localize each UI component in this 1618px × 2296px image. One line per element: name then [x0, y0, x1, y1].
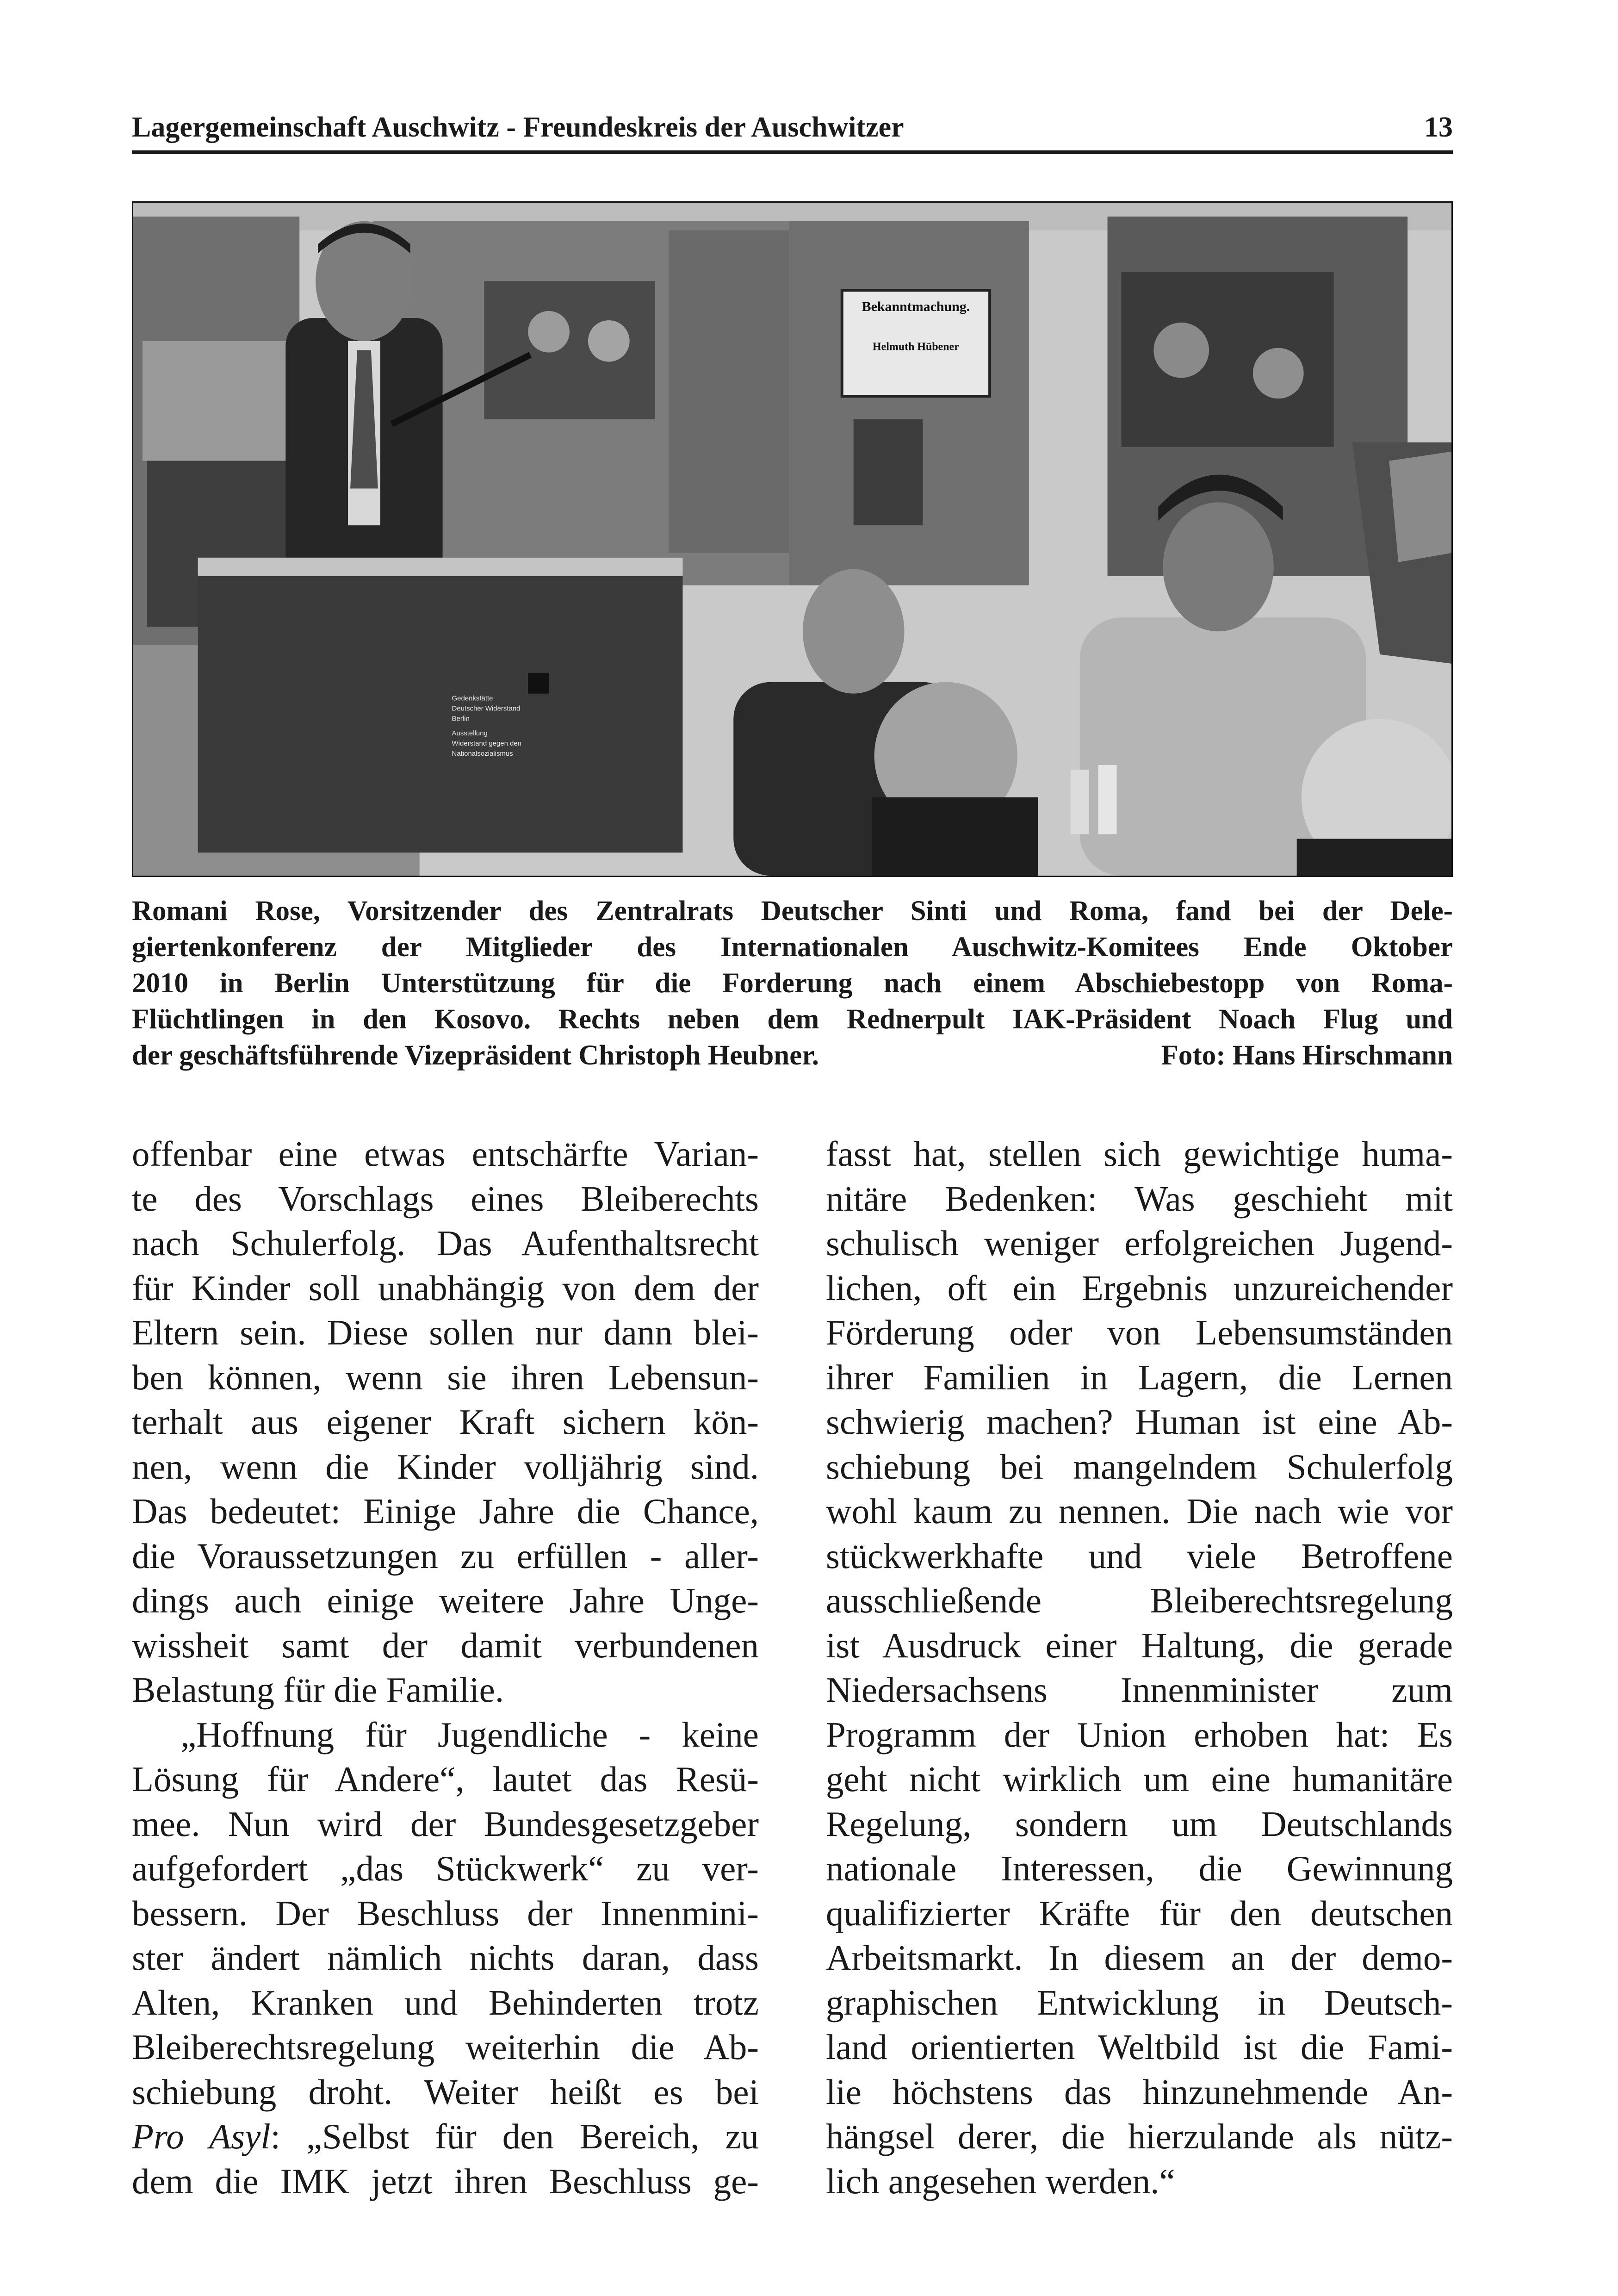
text-column-left — [132, 1132, 759, 2203]
poster-2-photo — [484, 281, 655, 419]
body-line: lich angesehen werden.“ — [826, 2161, 1175, 2201]
poster-2-text-block — [669, 230, 789, 553]
poster-4-face-1 — [1153, 323, 1209, 378]
caption-line: giertenkonferenz der Mitglieder des Internationalen Auschwitz-Komitees Ende Oktober — [132, 932, 1453, 963]
seated-man-1-head — [803, 569, 905, 694]
body-line: stückwerkhafte und viele Betroffene — [826, 1536, 1453, 1576]
lectern-line-5: Widerstand gegen den — [452, 740, 522, 748]
body-line: dem die IMK jetzt ihren Beschluss ge- — [132, 2161, 759, 2201]
photo-caption — [132, 893, 1453, 1074]
caption-line: Romani Rose, Vorsitzender des Zentralrats Deutscher Sinti und Roma, fand bei der Dele- — [132, 896, 1453, 927]
foreground-shoulders-1 — [872, 797, 1038, 876]
poster-2-face-2 — [588, 320, 630, 362]
body-line: bessern. Der Beschluss der Innenmini- — [132, 1893, 759, 1933]
body-line: hängsel derer, die hierzulande als nütz- — [826, 2116, 1453, 2156]
body-line: Bleiberechtsregelung weiterhin die Ab- — [132, 2027, 759, 2067]
bottle-1 — [1071, 770, 1089, 834]
page-number: 13 — [1424, 112, 1453, 143]
body-line: Eltern sein. Diese sollen nur dann blei- — [132, 1313, 759, 1352]
body-line: te des Vorschlags eines Bleiberechts — [132, 1178, 759, 1219]
body-line: aufgefordert „das Stückwerk“ zu ver- — [132, 1848, 759, 1888]
lectern-line-1: Gedenkstätte — [452, 694, 493, 703]
text-column-right — [826, 1132, 1453, 2203]
poster-4-photo — [1122, 272, 1334, 447]
body-line: wissheit samt der damit verbundenen — [132, 1625, 759, 1665]
header-title: Lagergemeinschaft Auschwitz - Freundeskreis der Auschwitzer — [132, 112, 904, 143]
body-line: nen, wenn die Kinder volljährig sind. — [132, 1446, 759, 1487]
body-line: ben können, wenn sie ihren Lebensun- — [132, 1357, 759, 1397]
body-line: nationale Interessen, die Gewinnung — [826, 1848, 1453, 1888]
body-line: ausschließende Bleiberechtsregelung — [826, 1580, 1453, 1620]
body-line: Niedersachsens Innenminister zum — [826, 1670, 1453, 1710]
body-line: Programm der Union erhoben hat: Es — [826, 1714, 1453, 1755]
body-line: lie höchstens das hinzunehmende An- — [826, 2072, 1453, 2112]
body-line: für Kinder soll unabhängig von dem der — [132, 1268, 759, 1308]
body-line: Das bedeutet: Einige Jahre die Chance, — [132, 1491, 759, 1531]
conference-photo — [132, 201, 1453, 877]
body-line-with-italic — [132, 2114, 759, 2159]
body-line: ster ändert nämlich nichts daran, dass — [132, 1938, 759, 1978]
body-line: schwierig machen? Human ist eine Ab- — [826, 1402, 1453, 1442]
body-line: Lösung für Andere“, lautet das Resü- — [132, 1759, 759, 1799]
flag-stripe — [1389, 452, 1451, 562]
body-line: die Voraussetzungen zu erfüllen - aller- — [132, 1536, 759, 1576]
body-line: land orientierten Weltbild ist die Fami- — [826, 2027, 1453, 2067]
caption-line: 2010 in Berlin Unterstützung für die Forderung nach einem Abschiebestopp von Roma- — [132, 968, 1453, 999]
body-line: Alten, Kranken und Behinderten trotz — [132, 1982, 759, 2022]
header-rule — [132, 150, 1453, 154]
body-line: wohl kaum zu nennen. Die nach wie vor — [826, 1491, 1453, 1531]
seated-man-2-head — [1163, 502, 1273, 631]
lectern-front — [198, 558, 683, 852]
body-line: Belastung für die Familie. — [132, 1670, 504, 1710]
body-line: schiebung droht. Weiter heißt es bei — [132, 2072, 759, 2112]
body-line: ihrer Familien in Lagern, die Lernen — [826, 1357, 1453, 1397]
body-line: offenbar eine etwas entschärfte Varian- — [132, 1134, 759, 1174]
poster-3 — [789, 221, 1029, 585]
caption-line: Flüchtlingen in den Kosovo. Rechts neben dem Rednerpult IAK-Präsident Noach Flug und — [132, 1004, 1453, 1035]
body-line-rest: : „Selbst für den Bereich, zu — [270, 2116, 759, 2156]
body-line: Regelung, sondern um Deutschlands — [826, 1804, 1453, 1844]
body-line: qualifizierter Kräfte für den deutschen — [826, 1893, 1453, 1933]
poster-4-face-2 — [1253, 348, 1304, 399]
body-line: fasst hat, stellen sich gewichtige huma- — [826, 1134, 1453, 1174]
body-line: graphischen Entwicklung in Deutsch- — [826, 1982, 1453, 2022]
left-poster-house — [143, 341, 295, 461]
body-line: terhalt aus eigener Kraft sichern kön- — [132, 1402, 759, 1442]
italic-phrase: Pro Asyl — [132, 2116, 271, 2156]
body-line: nach Schulerfolg. Das Aufenthaltsrecht — [132, 1223, 759, 1263]
body-line: ist Ausdruck einer Haltung, die gerade — [826, 1625, 1453, 1665]
body-line: geht nicht wirklich um eine humanitäre — [826, 1759, 1453, 1799]
lectern-line-3: Berlin — [452, 715, 470, 723]
body-line: schiebung bei mangelndem Schulerfolg — [826, 1446, 1453, 1487]
body-line: nitäre Bedenken: Was geschieht mit — [826, 1178, 1453, 1219]
notice-heading: Bekanntmachung. — [862, 299, 970, 315]
photo-credit: Foto: Hans Hirschmann — [1161, 1040, 1453, 1071]
caption-line: der geschäftsführende Vizepräsident Christoph Heubner. — [132, 1040, 819, 1071]
body-line: Förderung oder von Lebensumständen — [826, 1313, 1453, 1352]
bottle-2 — [1098, 765, 1117, 834]
lectern-line-6: Nationalsozialismus — [452, 750, 513, 758]
lectern-logo — [528, 673, 549, 694]
body-line: dings auch einige weitere Jahre Unge- — [132, 1580, 759, 1620]
body-line: schulisch weniger erfolgreichen Jugend- — [826, 1223, 1453, 1263]
photo-illustration — [133, 203, 1451, 876]
lectern-top — [198, 558, 683, 576]
body-line: „Hoffnung für Jugendliche - keine — [180, 1714, 759, 1755]
lectern-line-4: Ausstellung — [452, 729, 488, 738]
caption-last-line — [132, 1038, 1453, 1074]
body-line: mee. Nun wird der Bundesgesetzgeber — [132, 1804, 759, 1844]
poster-2-face-1 — [528, 311, 570, 353]
running-header — [132, 106, 1453, 149]
notice-name: Helmuth Hübener — [873, 341, 959, 353]
poster-3-photo — [854, 419, 923, 525]
foreground-shoulders-2 — [1297, 839, 1451, 876]
body-line: Arbeitsmarkt. In diesem an der demo- — [826, 1938, 1453, 1978]
lectern-line-2: Deutscher Widerstand — [452, 704, 521, 713]
body-line: lichen, oft ein Ergebnis unzureichender — [826, 1268, 1453, 1308]
